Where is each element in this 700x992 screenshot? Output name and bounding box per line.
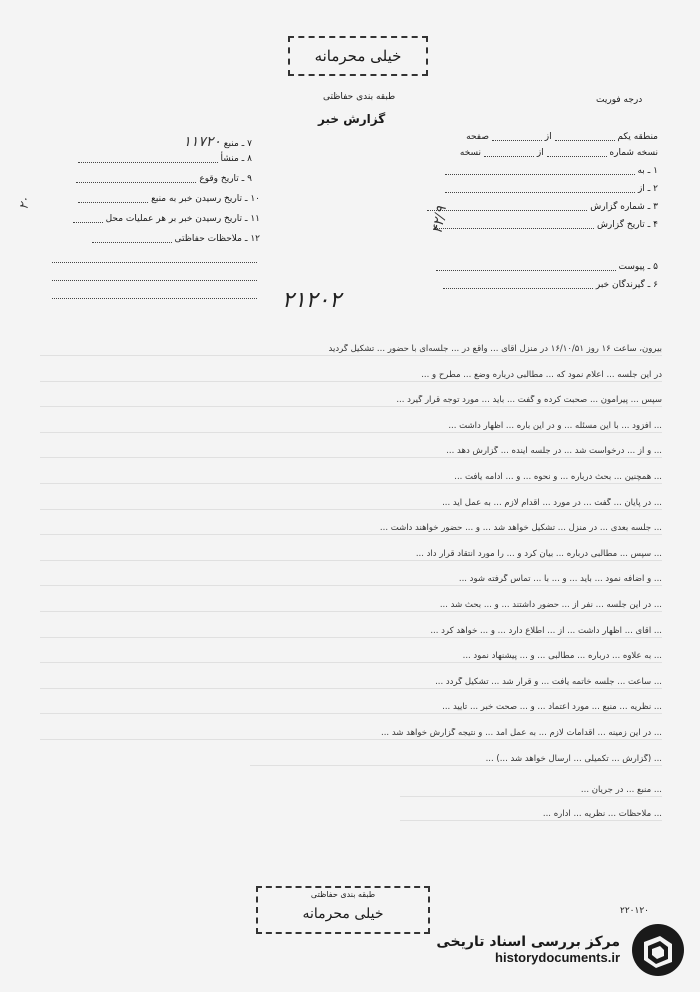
blank-line-1: [52, 254, 257, 264]
urgency-label: درجه فوریت: [596, 95, 643, 105]
closing-line: ... ملاحظات ... نظریه ... اداره ...: [400, 809, 662, 821]
classification-label: طبقه بندی حفاظتی: [323, 92, 396, 102]
body-line: ... سپس ... مطالبی درباره ... بیان کرد و ... را مورد انتقاد قرار داد ...: [40, 549, 662, 561]
body-line: ... و اضافه نمود ... باید ... و ... با ... تماس گرفته شود ...: [40, 574, 662, 586]
blank-line-2: [52, 272, 257, 282]
field-source: ۷ ـ منبع ۱۱۷۲۰: [183, 134, 252, 150]
bottom-stamp-text: خیلی محرمانه: [302, 906, 384, 922]
body-line: ... و از ... درخواست شد ... در جلسه آینده ... گزارش دهد ...: [40, 446, 662, 458]
top-classification-stamp: [288, 36, 428, 76]
body-line: ... در این زمینه ... اقدامات لازم ... به عمل آمد ... و نتیجه گزارش خواهد شد ...: [40, 728, 662, 740]
field-received-date: ۱۰ ـ تاریخ رسیدن خبر به منبع: [52, 194, 260, 204]
body-line: ... در پایان ... گفت ... در مورد ... اقدام لازم ... به عمل آید ...: [40, 498, 662, 510]
field-recipients: ۶ ـ گیرندگان خبر: [443, 280, 658, 290]
left-margin-handwriting: ۲۰: [16, 195, 33, 211]
body-line: ... به علاوه ... درباره ... مطالبی ... و ... پیشنهاد نمود ...: [40, 651, 662, 663]
body-line: ... در این جلسه ... نفر از ... حضور داشتند ... و ... بحث شد ...: [40, 600, 662, 612]
body-line: ... جلسه بعدی ... در منزل ... تشکیل خواهد شد ... و ... حضور خواهند داشت ...: [40, 523, 662, 535]
field-ops-date: ۱۱ ـ تاریخ رسیدن خبر بر هر عملیات محل: [52, 214, 260, 224]
closing-line: ... منبع ... در جریان ...: [400, 785, 662, 797]
body-line: ... همچنین ... بحث درباره ... و نحوه ... و ... ادامه یافت ...: [40, 472, 662, 484]
body-line: بیرون، ساعت ۱۶ روز ۱۶/۱۰/۵۱ در منزل آقای ... واقع در ... جلسه‌ای با حضور ... تشکیل گردید: [40, 344, 662, 356]
field-region: منطقه یکم از صفحه: [466, 132, 658, 142]
brand-url: historydocuments.ir: [495, 950, 620, 965]
source-value: ۱۱۷۲۰: [183, 134, 221, 150]
body-line: سپس ... پیرامون ... صحبت کرده و گفت ... باید ... مورد توجه قرار گیرد ...: [40, 395, 662, 407]
blank-line-3: [52, 290, 257, 300]
bottom-classification-stamp: [256, 886, 430, 934]
field-attachment: ۵ ـ پیوست: [436, 262, 658, 272]
archive-logo-icon: [630, 922, 686, 978]
body-line: ... آقای ... اظهار داشت ... از ... اطلاع دارد ... و ... خواهد کرد ...: [40, 626, 662, 638]
bottom-stamp-label: طبقه بندی حفاظتی: [310, 890, 376, 899]
field-event-date: ۹ ـ تاریخ وقوع: [52, 174, 252, 184]
field-report-number: ۳ ـ شماره گزارش: [427, 202, 658, 212]
field-security-notes: ۱۲ ـ ملاحظات حفاظتی: [52, 234, 260, 244]
body-line: ... ساعت ... جلسه خاتمه یافت ... و قرار شد ... تشکیل گردد ...: [40, 677, 662, 689]
brand-name-fa: مرکز بررسی اسناد تاریخی: [436, 934, 620, 950]
field-from: ۲ ـ از: [445, 184, 658, 194]
field-copy-number: نسخه شماره از نسخه: [459, 148, 658, 158]
field-to: ۱ ـ به: [445, 166, 658, 176]
body-line: ... افزود ... با این مسئله ... و در این باره ... اظهار داشت ...: [40, 421, 662, 433]
margin-handwriting: ۴۲/۹: [429, 205, 450, 235]
document-title: گزارش خبر: [318, 112, 386, 126]
field-origin: ۸ ـ منشأ: [52, 154, 252, 164]
page-code: ۲۲۰۱۲۰: [620, 906, 650, 916]
handwritten-file-number: ۲۱۲۰۲: [282, 288, 342, 313]
field-report-date: ۴ ـ تاریخ گزارش: [434, 220, 658, 230]
body-line: در این جلسه ... اعلام نمود که ... مطالبی درباره وضع ... مطرح و ...: [40, 370, 662, 382]
archive-brand: [430, 934, 620, 965]
body-line: ... نظریه ... منبع ... مورد اعتماد ... و ... صحت خبر ... تأیید ...: [40, 702, 662, 714]
stamp-text: خیلی محرمانه: [314, 47, 402, 65]
body-line: ... (گزارش ... تکمیلی ... ارسال خواهد شد ...) ...: [250, 754, 662, 766]
